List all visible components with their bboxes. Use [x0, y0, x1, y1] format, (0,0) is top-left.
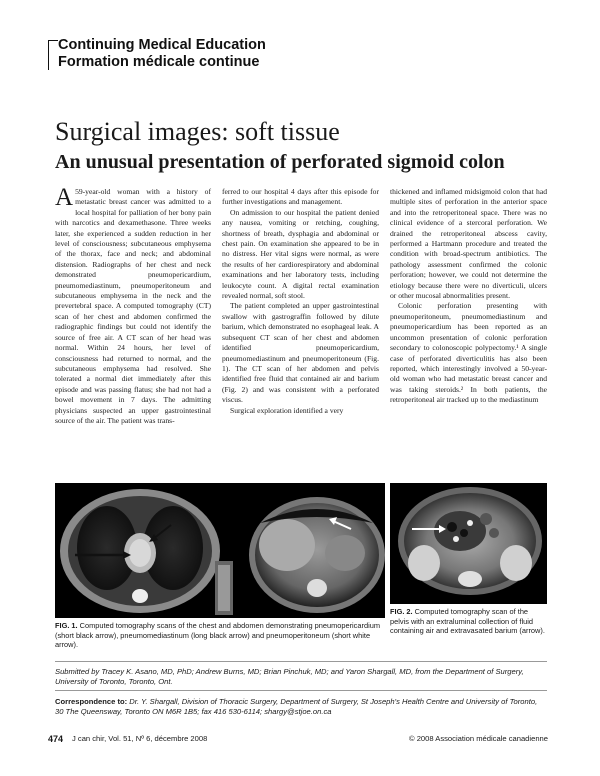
- body-paragraph: A 59-year-old woman with a history of metastatic breast cancer was admitted to a local hospital for palliation of her bony pain with narcotics and dexamethasone. Three weeks later, she experienced a sudden reduction in her level of consciousness; subcutaneous emphysema of the thorax, face and neck; and abdominal distension. Radiographs of her chest and neck demonstrated pneumopericardium, pneumomediastinum, pneumoperitoneum and subcutaneous emphysema in the neck and the prevertebral space. A computed tomography (CT) scan of her chest and abdomen confirmed the radiographic findings but could not identify the source of free air. A CT scan of her head was normal. Within 24 hours, her level of consciousness had returned to normal, and the subcutaneous emphysema had resolved. She tolerated a normal diet immediately after this episode and was passing flatus; she had not had a bowel movement in 7 days. The admitting physicians suspected an upper gastrointestinal source of the air. The patient was trans-: [55, 184, 211, 425]
- figure-1-caption-text: Computed tomography scans of the chest and abdomen demonstrating pneumopericardium (short black arrow), pneumomediastinum (long black arrow) and pneumoperitoneum (short white arrow).: [55, 621, 380, 650]
- page-number: 474: [48, 734, 64, 744]
- copyright-notice: © 2008 Association médicale canadienne: [408, 734, 548, 743]
- divider: [55, 690, 547, 691]
- submitted-by-note: Submitted by Tracey K. Asano, MD, PhD; Andrew Burns, MD; Brian Pinchuk, MD; and Yaron Shargall, MD, from the Department of Surgery, University of Toronto, Toronto, Ont.: [55, 667, 524, 686]
- article-title: Surgical images: soft tissue: [55, 117, 340, 146]
- header-bracket-tick: [48, 40, 58, 41]
- journal-citation: J can chir, Vol. 51, Nº 6, décembre 2008: [72, 734, 208, 743]
- figure-2-caption: [390, 607, 547, 636]
- figure-1-ct-images: [55, 483, 385, 618]
- body-paragraph: Colonic perforation presenting with pneumoperitoneum, pneumomediastinum and pneumopericardium has been reported as an uncommon presentation of colonic perforation secondary to colonoscopic polypectomy.¹ A single case of perforated diverticulitis has also been reported, which interestingly involved a 50-year-old woman who had metastatic breast cancer and was taking steroids.² In both patients, the retroperitoneal air tracked up to the mediastinum: [390, 301, 547, 405]
- figure-2-ct-image: [390, 483, 547, 604]
- divider: [55, 661, 547, 662]
- body-paragraph: The patient completed an upper gastrointestinal swallow with gastrograffin followed by dilute barium, which demonstrated no esophageal leak. A subsequent CT scan of her chest and abdomen identified pneumopericardium, pneumomediastinum and pneumoperitoneum (Fig. 1). The CT scan of her abdomen and pelvis identified free fluid that contained air and barium (Fig. 2) and was consistent with a perforated viscus.: [222, 301, 379, 405]
- body-column-3: [390, 187, 547, 406]
- section-header-english: Continuing Medical Education: [58, 37, 266, 53]
- body-paragraph: ferred to our hospital 4 days after this episode for further investigations and management.: [222, 187, 379, 207]
- correspondence-label: Correspondence to:: [55, 697, 128, 706]
- article-subtitle: An unusual presentation of perforated sigmoid colon: [55, 151, 505, 173]
- body-column-1: [55, 184, 211, 426]
- figure-2-caption-text: Computed tomography scan of the pelvis with an extraluminal collection of fluid containing air and extravasated barium (arrow).: [390, 607, 545, 636]
- figure-2-graphic: [390, 483, 547, 604]
- correspondence-text: Dr. Y. Shargall, Division of Thoracic Surgery, Department of Surgery, St Joseph's Health Centre and University of Toronto, 30 The Queensway, Toronto ON M6R 1B5; fax 416 530-6114; shargy@stjoe.on.ca: [55, 697, 538, 716]
- drop-cap: A: [55, 184, 74, 211]
- section-header-french: Formation médicale continue: [58, 54, 260, 70]
- section-header: [58, 37, 266, 71]
- header-bracket-line: [48, 40, 49, 70]
- correspondence-note: [55, 697, 547, 717]
- body-column-2: [222, 187, 379, 416]
- body-paragraph: thickened and inflamed midsigmoid colon that had multiple sites of perforation in the anterior space and into the retroperitoneal space. There was no clinical evidence of a stercoral perforation. We drained the retroperitoneal abscess cavity, performed a Hartmann procedure and treated the condition with broad-spectrum antibiotics. The pathology assessment confirmed the colonic perforation; however, we could not determine the etiology because there were no diverticuli, ulcers or other mucosal abnormalities present.: [390, 187, 547, 301]
- body-paragraph: On admission to our hospital the patient denied any nausea, vomiting or retching, coughing, shortness of breath, dysphagia and abdominal or chest pain. On examination she appeared to be in no distress. Her vital signs were normal, as were the results of her cardiorespiratory and abdominal examinations and her laboratory tests, including leukocyte count. A digital rectal examination revealed normal, soft stool.: [222, 207, 379, 301]
- body-paragraph: Surgical exploration identified a very: [230, 405, 344, 415]
- figure-2-label: FIG. 2.: [390, 607, 413, 616]
- figure-1-caption: [55, 621, 385, 650]
- figure-1-label: FIG. 1.: [55, 621, 78, 630]
- figure-1-graphic: [55, 483, 385, 618]
